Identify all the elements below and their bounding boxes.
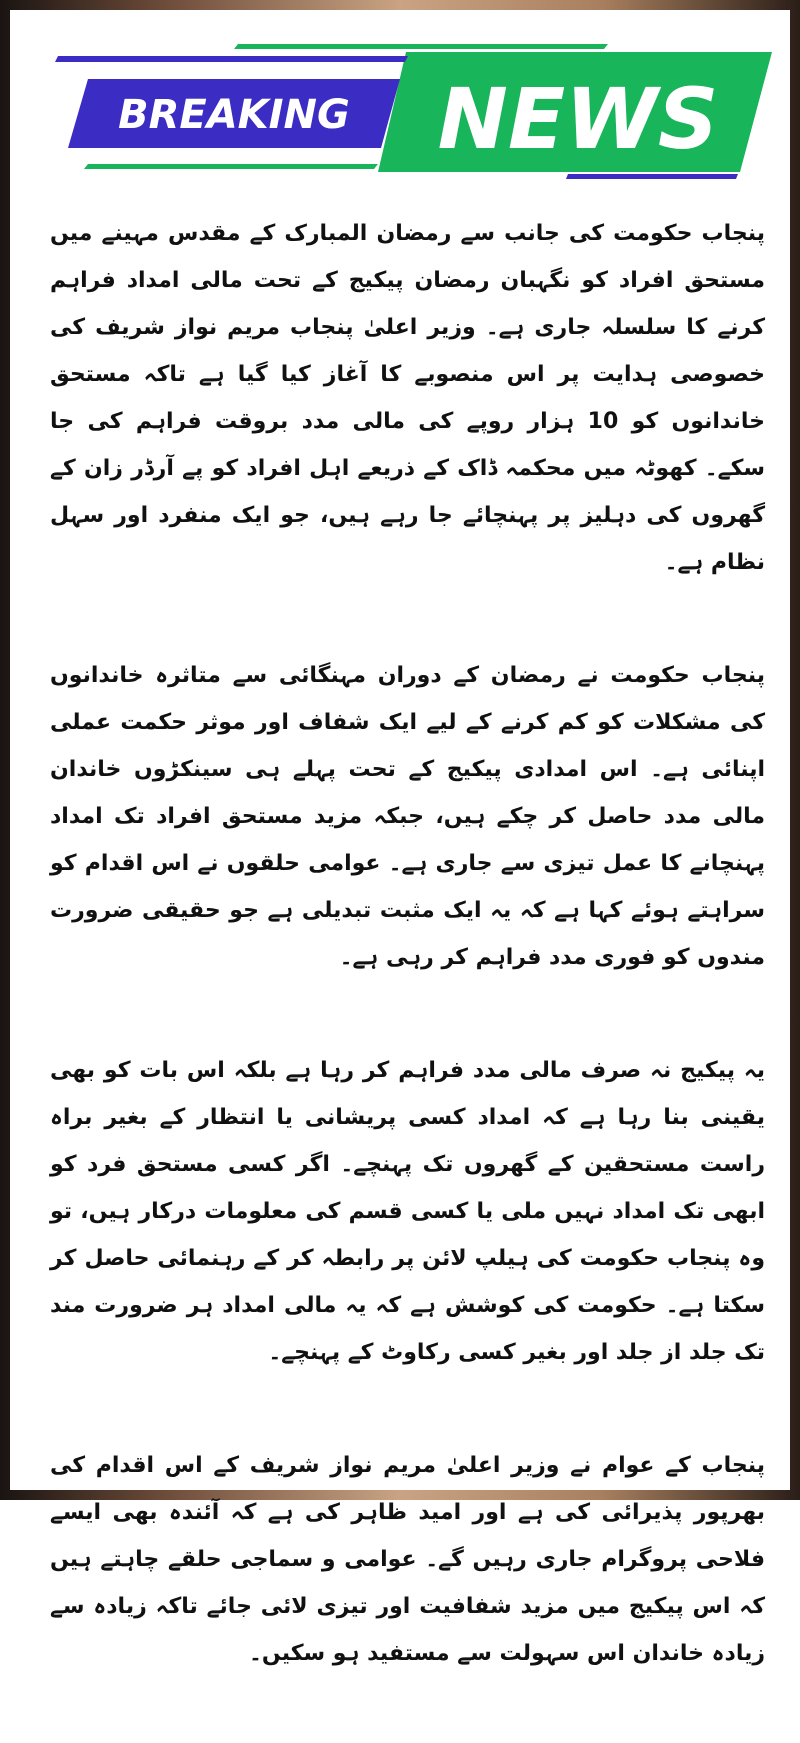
breaking-news-banner <box>48 32 772 182</box>
green-stripe-top <box>234 44 608 49</box>
green-stripe-bottom <box>84 164 378 169</box>
article-paragraph: یہ پیکیج نہ صرف مالی مدد فراہم کر رہا ہے بلکہ اس بات کو بھی یقینی بنا رہا ہے کہ امداد کسی پریشانی یا انتظار کے بغیر براہ راست مستحقین کے گھروں تک پہنچے۔ اگر کسی مستحق فرد کو ابھی تک امداد نہیں ملی یا کسی قسم کی معلومات درکار ہیں، تو وہ پنجاب حکومت کی ہیلپ لائن پر رابطہ کر کے رہنمائی حاصل کر سکتا ہے۔ حکومت کی کوشش ہے کہ یہ مالی امداد ہر ضرورت مند تک جلد از جلد اور بغیر کسی رکاوٹ کے پہنچے۔ <box>50 1058 765 1365</box>
blue-stripe-bottom <box>566 174 738 179</box>
article-paragraph: پنجاب حکومت کی جانب سے رمضان المبارک کے مقدس مہینے میں مستحق افراد کو نگہبان رمضان پیکیج کے تحت مالی امداد فراہم کرنے کا سلسلہ جاری ہے۔ وزیر اعلیٰ پنجاب مریم نواز شریف کی خصوصی ہدایت پر اس منصوبے کا آغاز کیا گیا ہے تاکہ مستحق خاندانوں کو 10 ہزار روپے کی مالی مدد بروقت فراہم کی جا سکے۔ کھوٹہ میں محکمہ ڈاک کے ذریعے اہل افراد کو پے آرڈر زان کے گھروں کی دہلیز پر پہنچائے جا رہے ہیں، جو ایک منفرد اور سہل نظام ہے۔ <box>50 221 765 575</box>
article-body <box>50 210 765 1743</box>
breaking-word: BREAKING <box>118 92 350 138</box>
article-paragraph: پنجاب حکومت نے رمضان کے دوران مہنگائی سے متاثرہ خاندانوں کی مشکلات کو کم کرنے کے لیے ایک شفاف اور موثر حکمت عملی اپنائی ہے۔ اس امدادی پیکیج کے تحت پہلے ہی سینکڑوں خاندان مالی مدد حاصل کر چکے ہیں، جبکہ مزید مستحق افراد تک امداد پہنچانے کا عمل تیزی سے جاری ہے۔ عوامی حلقوں نے اس اقدام کو سراہتے ہوئے کہا ہے کہ یہ ایک مثبت تبدیلی ہے جو حقیقی ضرورت مندوں کو فوری مدد فراہم کر رہی ہے۔ <box>50 663 765 970</box>
news-word: NEWS <box>437 70 719 168</box>
article-paragraph: پنجاب کے عوام نے وزیر اعلیٰ مریم نواز شریف کے اس اقدام کی بھرپور پذیرائی کی ہے اور امید ظاہر کی ہے کہ آئندہ بھی ایسے فلاحی پروگرام جاری رہیں گے۔ عوامی و سماجی حلقے چاہتے ہیں کہ اس پیکیج میں مزید شفافیت اور تیزی لائی جائے تاکہ زیادہ سے زیادہ خاندان اس سہولت سے مستفید ہو سکیں۔ <box>50 1453 765 1666</box>
blue-stripe-top <box>55 56 408 62</box>
page <box>10 10 790 1666</box>
